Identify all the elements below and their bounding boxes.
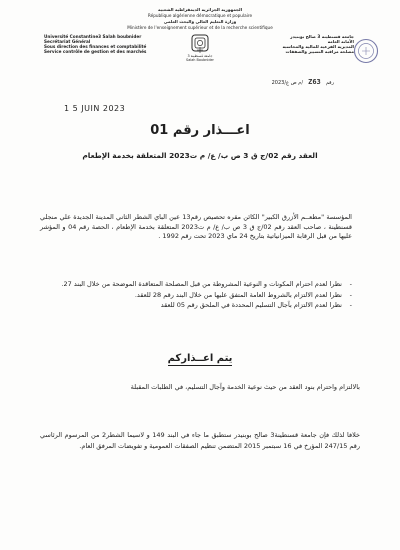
ministry-french: Ministère de l'enseignement supérieur et de la recherche scientifique: [127, 25, 273, 30]
university-logo: [181, 32, 219, 66]
header-left-line: Secrétariat Général: [44, 39, 91, 44]
sanction-paragraph: خلافا لذلك فإن جامعة قسنطينة3 صالح بوبنيدر ستطبق ما جاء في البند 149 و لاسيما الشطر2 من المرسوم الرئاسي رقم 247/15 المؤرخ في 16 سبتمبر 2015 المتضمن تنظيم الصفقات العمومية و تفويضات المرفق العام.: [40, 431, 360, 450]
ministry-arabic: وزارة التعليم العالي والبحث العلمي: [163, 19, 237, 24]
reasons-list: [40, 280, 352, 311]
document-title: اعـــذار رقم 01: [150, 123, 250, 138]
seal-stamp: [353, 38, 379, 64]
header-right-line: جامعة قسنطينة 3 صالح بوبنيدر: [290, 34, 354, 39]
header-right-line: الأمانة العامة: [327, 39, 354, 44]
reference-suffix: /م ص ع/2023: [271, 80, 304, 86]
seal-stamp-icon: [353, 38, 379, 64]
reference-handwritten: Z63: [308, 78, 321, 86]
document-subtitle: العقد رقم 02/ج ق 3 ص ب/ ع/ م ت2023 المتعلقة بخدمة الإطعام: [82, 151, 318, 160]
list-item: [40, 280, 352, 290]
list-item: [40, 301, 352, 311]
header-left-line: Sous direction des finances et comptabilité: [44, 44, 147, 49]
bullet-dash-icon: -: [349, 280, 352, 288]
list-item-text: نظرا لعدم احترام المكونات و النوعية المشروطة من قبل المصلحة المتعاقدة الموضحة من خلال البند 27.: [61, 280, 342, 288]
header-left-block: [44, 34, 194, 54]
bullet-dash-icon: -: [349, 290, 352, 299]
reference-number: [214, 69, 334, 88]
intro-paragraph: المؤسسة "مطعــم الأزرق الكبير" الكائن مقره تحصيص رقم13 عين الباي الشطر الثاني المدينة الجديدة علي منجلي قسنطينة ، صاحب العقد رقم 02/ج ق 3 ص ب/ ع/ م ت2023 المتعلقة بخدمة الإطعام ، الحصة رقم 04 و المؤشر عليها من قبل الرقابة الميزانياتية بتاريخ 24 ماي 2023 تحت رقم 1992 .: [40, 213, 352, 241]
notice-heading: [0, 353, 400, 365]
header-right-block: [234, 34, 354, 54]
republic-arabic: الجمهورية الجزائرية الديمقراطية الشعبية: [157, 7, 243, 12]
notice-heading-text: يتم اعــذاركم: [167, 353, 233, 364]
reference-prefix: رقم: [325, 80, 334, 86]
commitment-paragraph: بالالتزام واحترام بنود العقد من حيث نوعية الخدمة وآجال التسليم، في الطلبات المقبلة: [130, 383, 360, 391]
header-left-line: Université Constantine3 Salah boubnider: [44, 34, 142, 39]
logo-caption-french: Salah Boubnider: [186, 58, 214, 62]
bullet-dash-icon: -: [349, 301, 352, 310]
date-stamp: 1 5 JUIN 2023: [64, 104, 126, 113]
header-right-line: مصلحة مراقبة التسيير والصفقات: [285, 49, 354, 54]
header-left-line: Service contrôle de gestion et des marchés: [44, 49, 147, 54]
republic-french: République algérienne démocratique et populaire: [147, 13, 253, 18]
logo-caption-arabic: جامعة قسنطينة 3: [187, 54, 213, 58]
list-item-text: نظرا لعدم الالتزام بآجال التسليم المحددة في الملحق رقم 05 للعقد: [160, 301, 342, 310]
header-right-line: المديرية الفرعية للمالية والمحاسبة: [282, 44, 354, 49]
list-item: [40, 291, 352, 301]
list-item-text: نظرا لعدم الالتزام بالشروط العامة المتفق عليها من خلال البند رقم 28 للعقد.: [134, 290, 342, 299]
